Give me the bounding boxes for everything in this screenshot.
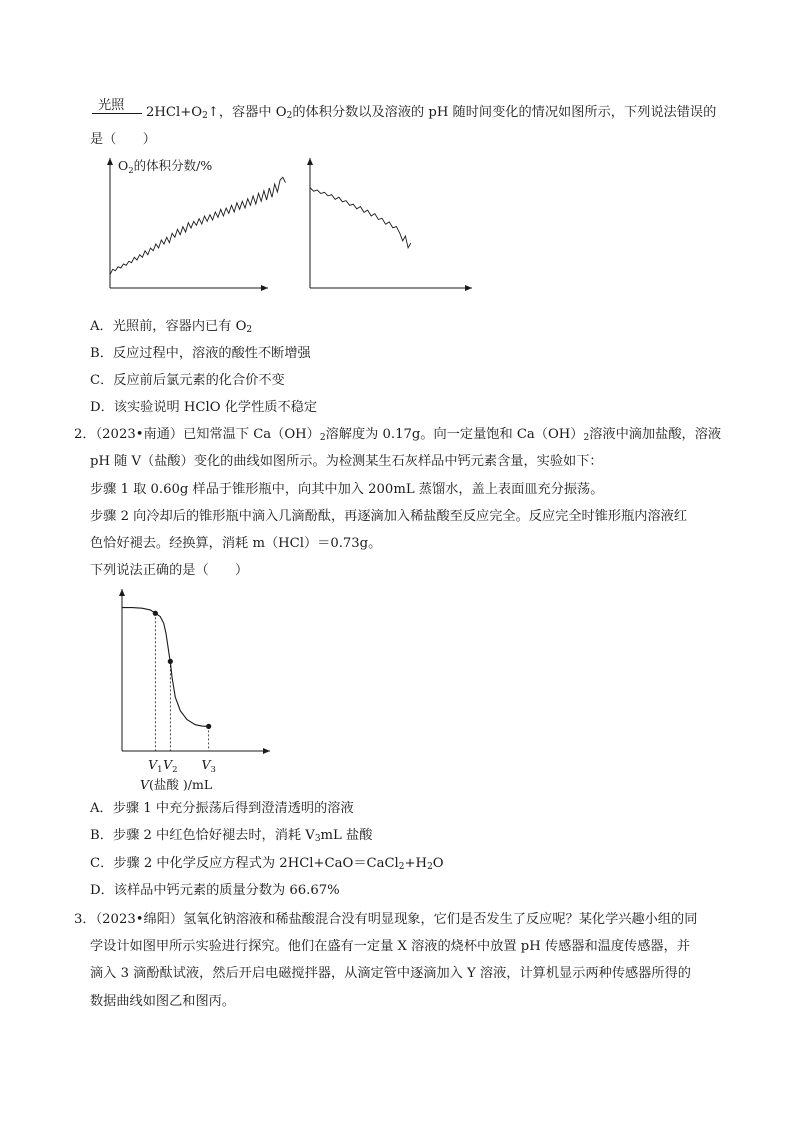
- q2-step1: 步骤 1 取 0.60g 样品于锥形瓶中，向其中加入 200mL 蒸馏水，盖上表面皿充分振荡。: [90, 482, 604, 497]
- q1-stem-line2: 是（ ）: [90, 132, 156, 147]
- x-axis-arrow: [261, 285, 268, 291]
- q2-stem-line2: pH 随 V（盐酸）变化的曲线如图所示。为检测某生石灰样品中钙元素含量，实验如下：: [90, 454, 603, 469]
- reaction-condition: [92, 94, 142, 118]
- q2-option-b: B．步骤 2 中红色恰好褪去时，消耗 $V_3mL$ 盐酸: [90, 828, 373, 844]
- titration-ph-line: [122, 608, 209, 727]
- q3-stem-line2: 学设计如图甲所示实验进行探究。他们在盛有一定量 X 溶液的烧杯中放置 pH 传感器和温度传感器，并: [90, 939, 690, 954]
- q2-option-a: A．步骤 1 中充分振荡后得到澄清透明的溶液: [90, 801, 354, 816]
- y-axis-arrow: [307, 158, 313, 165]
- y-axis-arrow: [107, 158, 113, 165]
- q2-step2-cont: 色恰好褪去。经换算，消耗 m（HCl）＝0.73g。: [90, 536, 382, 551]
- q2-option-d: D．该样品中钙元素的质量分数为 66.67%: [90, 883, 340, 898]
- curve-point-marker: [168, 659, 173, 664]
- q3-stem-line3: 滴入 3 滴酚酞试液，然后开启电磁搅拌器，从滴定管中逐滴加入 Y 溶液，计算机显示两种传感器所得的: [90, 966, 691, 981]
- q1-option-b: B．反应过程中，溶液的酸性不断增强: [90, 346, 311, 361]
- curve-point-marker: [206, 724, 211, 729]
- reaction-arrow-line: [92, 113, 142, 114]
- q3-stem-line4: 数据曲线如图乙和图丙。: [90, 994, 236, 1009]
- x-axis-label: V(盐酸 )/mL: [140, 777, 213, 792]
- q2-option-c: C．步骤 2 中化学反应方程式为 $2HCl+CaO=CaCl_2+H_2O$: [90, 856, 444, 872]
- o2-fraction-chart: [90, 150, 270, 310]
- ph-time-line: [310, 188, 411, 248]
- q1-stem-line1: $2HCl+O_2↑$，容器中 $O_2$的体积分数以及溶液的 pH 随时间变化的情况如图所示，下列说法错误的: [146, 105, 717, 121]
- x-marker-label: $V_3$: [201, 757, 216, 775]
- q3-stem-line1: 3．（2023•绵阳）氢氧化钠溶液和稀盐酸混合没有明显现象，它们是否发生了反应呢？某化学兴趣小组的同: [74, 912, 698, 927]
- o2-fraction-line: [110, 177, 286, 274]
- q1-option-a: A．光照前，容器内已有 $O_2$: [90, 319, 253, 335]
- q1-option-d: D．该实验说明 HClO 化学性质不稳定: [90, 400, 318, 415]
- q2-question: 下列说法正确的是（ ）: [90, 563, 249, 578]
- curve-point-marker: [153, 611, 158, 616]
- y-axis-label: $O_2$的体积分数/%: [118, 158, 213, 176]
- q2-stem-line1: 2．（2023•南通）已知常温下 $Ca(OH)_2$溶解度为 0.17g。向一定量饱和 $Ca(OH)_2$溶液中滴加盐酸，溶液: [74, 427, 722, 443]
- q2-step2: 步骤 2 向冷却后的锥形瓶中滴入几滴酚酞，再逐滴加入稀盐酸至反应完全。反应完全时锥形瓶内溶液红: [90, 509, 688, 524]
- q1-option-c: C．反应前后氯元素的化合价不变: [90, 373, 285, 388]
- x-axis-arrow: [465, 285, 472, 291]
- x-marker-label: $V_1$: [148, 757, 163, 775]
- ph-time-chart: [280, 150, 490, 310]
- y-axis-arrow: [119, 589, 125, 596]
- x-axis-arrow: [263, 748, 270, 754]
- x-marker-label: $V_2$: [163, 757, 178, 775]
- titration-ph-chart: [80, 585, 280, 795]
- reaction-condition-label: 光照: [98, 98, 125, 113]
